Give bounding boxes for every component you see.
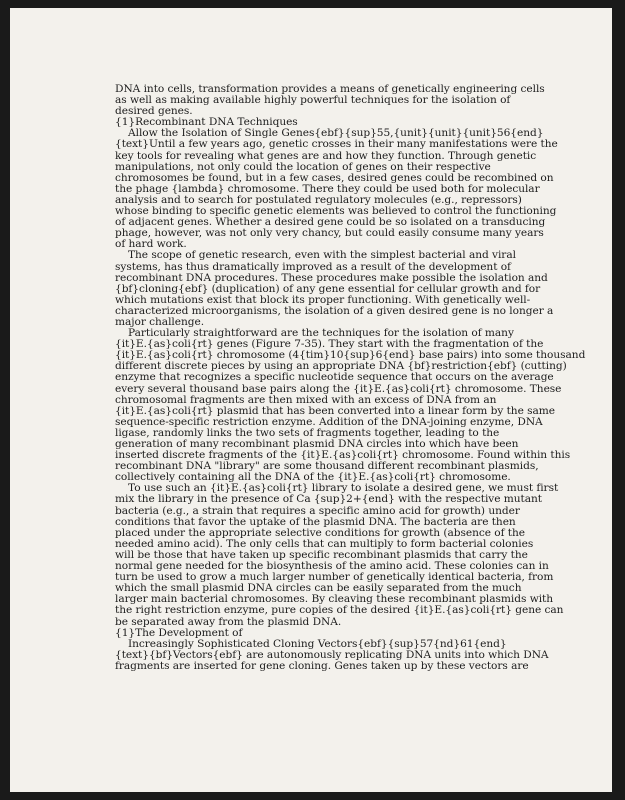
- text-line: characterized microorganisms, the isolation of a given desired gene is no longer a: [115, 304, 554, 317]
- text-line: normal gene needed for the biosynthesis of the amino acid. These colonies can in: [115, 560, 549, 573]
- text-line: key tools for revealing what genes are and how they function. Through genetic: [115, 149, 537, 162]
- text-line: mix the library in the presence of Ca {sup}2+{end} with the respective mutant: [115, 493, 542, 506]
- text-line: fragments are inserted for gene cloning. Genes taken up by these vectors are: [115, 659, 529, 672]
- text-line: placed under the appropriate selective conditions for growth (absence of the: [115, 526, 525, 539]
- text-line: {bf}cloning{ebf} (duplication) of any gene essential for cellular growth and for: [115, 282, 541, 295]
- text-line: sequence-specific restriction enzyme. Addition of the DNA-joining enzyme, DNA: [115, 415, 543, 428]
- text-line: which the small plasmid DNA circles can be easily separated from the much: [115, 582, 522, 595]
- text-line: recombinant DNA procedures. These procedures make possible the isolation and: [115, 271, 548, 284]
- text-line: {it}E.{as}coli{rt} plasmid that has been converted into a linear form by the same: [115, 404, 555, 417]
- text-line: inserted discrete fragments of the {it}E.{as}coli{rt} chromosome. Found within this: [115, 449, 571, 462]
- text-line: of hard work.: [115, 238, 187, 251]
- text-line: be separated away from the plasmid DNA.: [115, 615, 342, 628]
- text-line: {it}E.{as}coli{rt} chromosome (4{tim}10{sup}6{end} base pairs) into some thousand: [115, 349, 586, 362]
- text-line: {it}E.{as}coli{rt} genes (Figure 7-35). They start with the fragmentation of the: [115, 338, 544, 351]
- text-line: conditions that favor the uptake of the plasmid DNA. The bacteria are then: [115, 515, 516, 528]
- document-page: [10, 8, 612, 792]
- text-line: needed amino acid). The only cells that can multiply to form bacterial colonies: [115, 537, 534, 550]
- text-line: {1}The Development of: [115, 626, 243, 639]
- text-line: larger main bacterial chromosomes. By cleaving these recombinant plasmids with: [115, 593, 554, 606]
- text-line: The scope of genetic research, even with the simplest bacterial and viral: [128, 249, 516, 262]
- text-line: {text}Until a few years ago, genetic crosses in their many manifestations were the: [115, 138, 558, 151]
- text-line: Particularly straightforward are the techniques for the isolation of many: [128, 327, 514, 340]
- text-line: systems, has thus dramatically improved as a result of the development of: [115, 260, 511, 273]
- text-line: every several thousand base pairs along the {it}E.{as}coli{rt} chromosome. These: [115, 382, 562, 395]
- text-line: To use such an {it}E.{as}coli{rt} library to isolate a desired gene, we must first: [128, 482, 559, 495]
- text-line: the right restriction enzyme, pure copies of the desired {it}E.{as}coli{rt} gene can: [115, 604, 564, 617]
- text-line: collectively containing all the DNA of the {it}E.{as}coli{rt} chromosome.: [115, 471, 511, 484]
- text-line: chromosomes be found, but in a few cases, desired genes could be recombined on: [115, 171, 554, 184]
- text-line: Increasingly Sophisticated Cloning Vectors{ebf}{sup}57{nd}61{end}: [128, 637, 507, 650]
- text-line: whose binding to specific genetic elements was believed to control the functioning: [115, 205, 557, 218]
- text-line: desired genes.: [115, 105, 193, 118]
- text-line: bacteria (e.g., a strain that requires a specific amino acid for growth) under: [115, 504, 520, 517]
- text-line: phage, however, was not only very chancy, but could easily consume many years: [115, 227, 544, 240]
- text-line: different discrete pieces by using an appropriate DNA {bf}restriction{ebf} (cutting): [115, 360, 567, 373]
- text-line: enzyme that recognizes a specific nucleotide sequence that occurs on the average: [115, 371, 554, 384]
- document-body: [115, 83, 586, 672]
- text-line: will be those that have taken up specific recombinant plasmids that carry the: [115, 548, 528, 561]
- text-line: {text}{bf}Vectors{ebf} are autonomously replicating DNA units into which DNA: [115, 648, 549, 661]
- text-line: recombinant DNA "library" are some thousand different recombinant plasmids,: [115, 460, 539, 473]
- text-line: major challenge.: [115, 315, 205, 328]
- text-line: as well as making available highly powerful techniques for the isolation of: [115, 94, 511, 107]
- text-line: generation of many recombinant plasmid DNA circles into which have been: [115, 438, 519, 450]
- text-line: analysis and to search for postulated regulatory molecules (e.g., repressors): [115, 193, 522, 206]
- text-line: DNA into cells, transformation provides a means of genetically engineering cells: [115, 83, 545, 95]
- text-line: the phage {lambda} chromosome. There they could be used both for molecular: [115, 182, 540, 195]
- text-line: {1}Recombinant DNA Techniques: [115, 116, 298, 129]
- text-line: manipulations, not only could the location of genes on their respective: [115, 160, 491, 173]
- text-line: chromosomal fragments are then mixed with an excess of DNA from an: [115, 393, 497, 406]
- text-line: ligase, randomly links the two sets of fragments together, leading to the: [115, 426, 500, 439]
- text-line: of adjacent genes. Whether a desired gene could be so isolated on a transducing: [115, 216, 546, 229]
- text-line: turn be used to grow a much larger number of genetically identical bacteria, from: [115, 571, 554, 584]
- text-line: which mutations exist that block its proper functioning. With genetically well-: [115, 293, 531, 306]
- text-line: Allow the Isolation of Single Genes{ebf}{sup}55,{unit}{unit}{unit}56{end}: [128, 127, 544, 140]
